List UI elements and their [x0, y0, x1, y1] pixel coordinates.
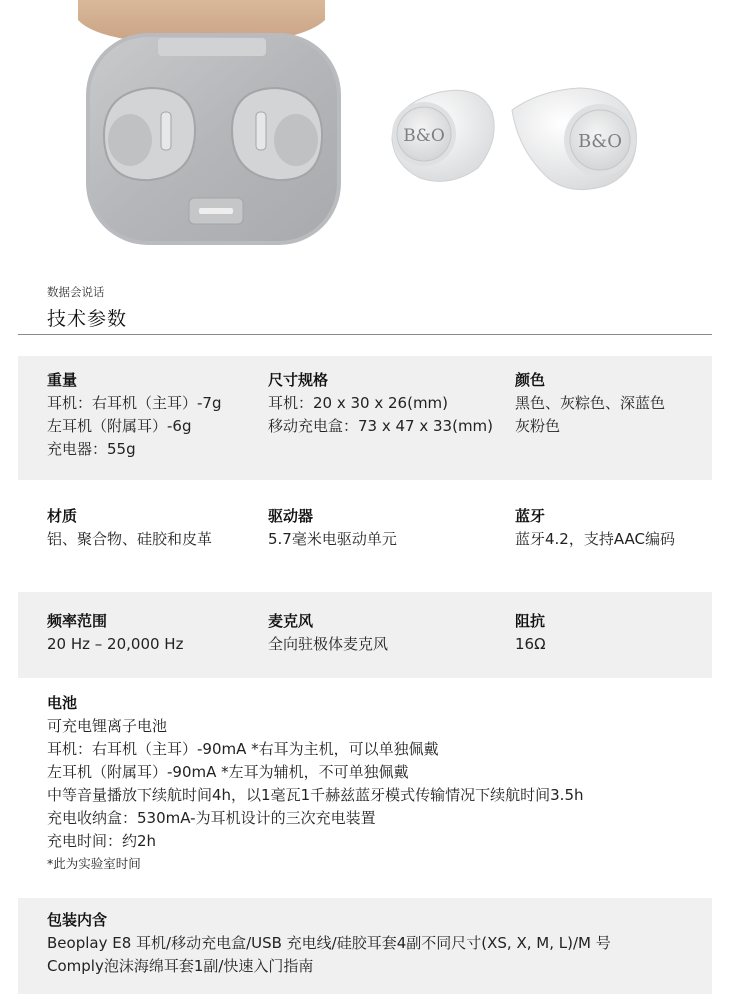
section-eyebrow: 数据会说话 — [47, 285, 105, 299]
spec-heading: 频率范围 — [47, 612, 108, 630]
spec-line: 铝、聚合物、硅胶和皮革 — [47, 530, 213, 548]
battery-note: *此为实验室时间 — [47, 856, 141, 871]
spec-row-2 — [18, 492, 712, 582]
spec-heading: 麦克风 — [268, 612, 314, 630]
spec-heading: 电池 — [47, 694, 78, 712]
spec-heading: 蓝牙 — [515, 507, 546, 525]
spec-line: 中等音量播放下续航时间4h，以1毫瓦1千赫兹蓝牙模式传输情况下续航时间3.5h — [47, 786, 584, 804]
spec-microphone — [268, 610, 388, 656]
spec-heading: 尺寸规格 — [268, 371, 329, 389]
spec-line: 20 Hz – 20,000 Hz — [47, 635, 184, 653]
spec-line: 左耳机（附属耳）-90mA *左耳为辅机，不可单独佩戴 — [47, 763, 409, 781]
package-details — [47, 909, 611, 978]
spec-line: 充电器：55g — [47, 440, 136, 458]
spec-line: 黑色、灰粽色、深蓝色 — [515, 394, 666, 412]
spec-heading: 包装内含 — [47, 911, 108, 929]
spec-line: Beoplay E8 耳机/移动充电盒/USB 充电线/硅胶耳套4副不同尺寸(XS, X, M, L)/M 号 — [47, 934, 611, 952]
spec-row-1 — [18, 356, 712, 480]
spec-line: 16Ω — [515, 635, 546, 653]
charging-case — [86, 33, 341, 245]
spec-line: 耳机：20 x 30 x 26(mm) — [268, 394, 449, 412]
brand-logo-left: B&O — [403, 126, 445, 146]
spec-line: 移动充电盒：73 x 47 x 33(mm) — [268, 417, 494, 435]
spec-line: 耳机：右耳机（主耳）-90mA *右耳为主机，可以单独佩戴 — [47, 740, 439, 758]
spec-line: 左耳机（附属耳）-6g — [47, 417, 192, 435]
brand-logo-right: B&O — [577, 131, 623, 152]
spec-impedance — [515, 610, 546, 656]
spec-line: 充电收纳盒：530mA-为耳机设计的三次充电装置 — [47, 809, 376, 827]
spec-package — [18, 898, 712, 994]
spec-size — [268, 369, 493, 438]
product-image — [0, 0, 730, 270]
spec-line: 耳机：右耳机（主耳）-7g — [47, 394, 222, 412]
spec-battery — [18, 680, 712, 880]
earbud-left — [392, 90, 494, 181]
spec-row-3 — [18, 592, 712, 678]
earbud-right — [512, 88, 636, 190]
spec-line: 充电时间：约2h — [47, 832, 157, 850]
section-divider — [18, 334, 712, 335]
spec-heading: 驱动器 — [268, 507, 314, 525]
spec-line: Comply泡沫海绵耳套1副/快速入门指南 — [47, 957, 314, 975]
spec-heading: 阻抗 — [515, 612, 546, 630]
spec-weight — [47, 369, 221, 461]
spec-heading: 材质 — [47, 507, 78, 525]
spec-driver — [268, 505, 397, 551]
spec-color — [515, 369, 665, 438]
section-title: 技术参数 — [47, 308, 128, 330]
spec-bluetooth — [515, 505, 675, 551]
spec-line: 可充电锂离子电池 — [47, 717, 168, 735]
spec-heading: 重量 — [47, 371, 78, 389]
spec-line: 灰粉色 — [515, 417, 561, 435]
battery-details — [47, 692, 584, 875]
spec-line: 5.7毫米电驱动单元 — [268, 530, 397, 548]
spec-material — [47, 505, 212, 551]
spec-heading: 颜色 — [515, 371, 546, 389]
spec-line: 蓝牙4.2，支持AAC编码 — [515, 530, 676, 548]
spec-frequency — [47, 610, 183, 656]
spec-line: 全向驻极体麦克风 — [268, 635, 389, 653]
